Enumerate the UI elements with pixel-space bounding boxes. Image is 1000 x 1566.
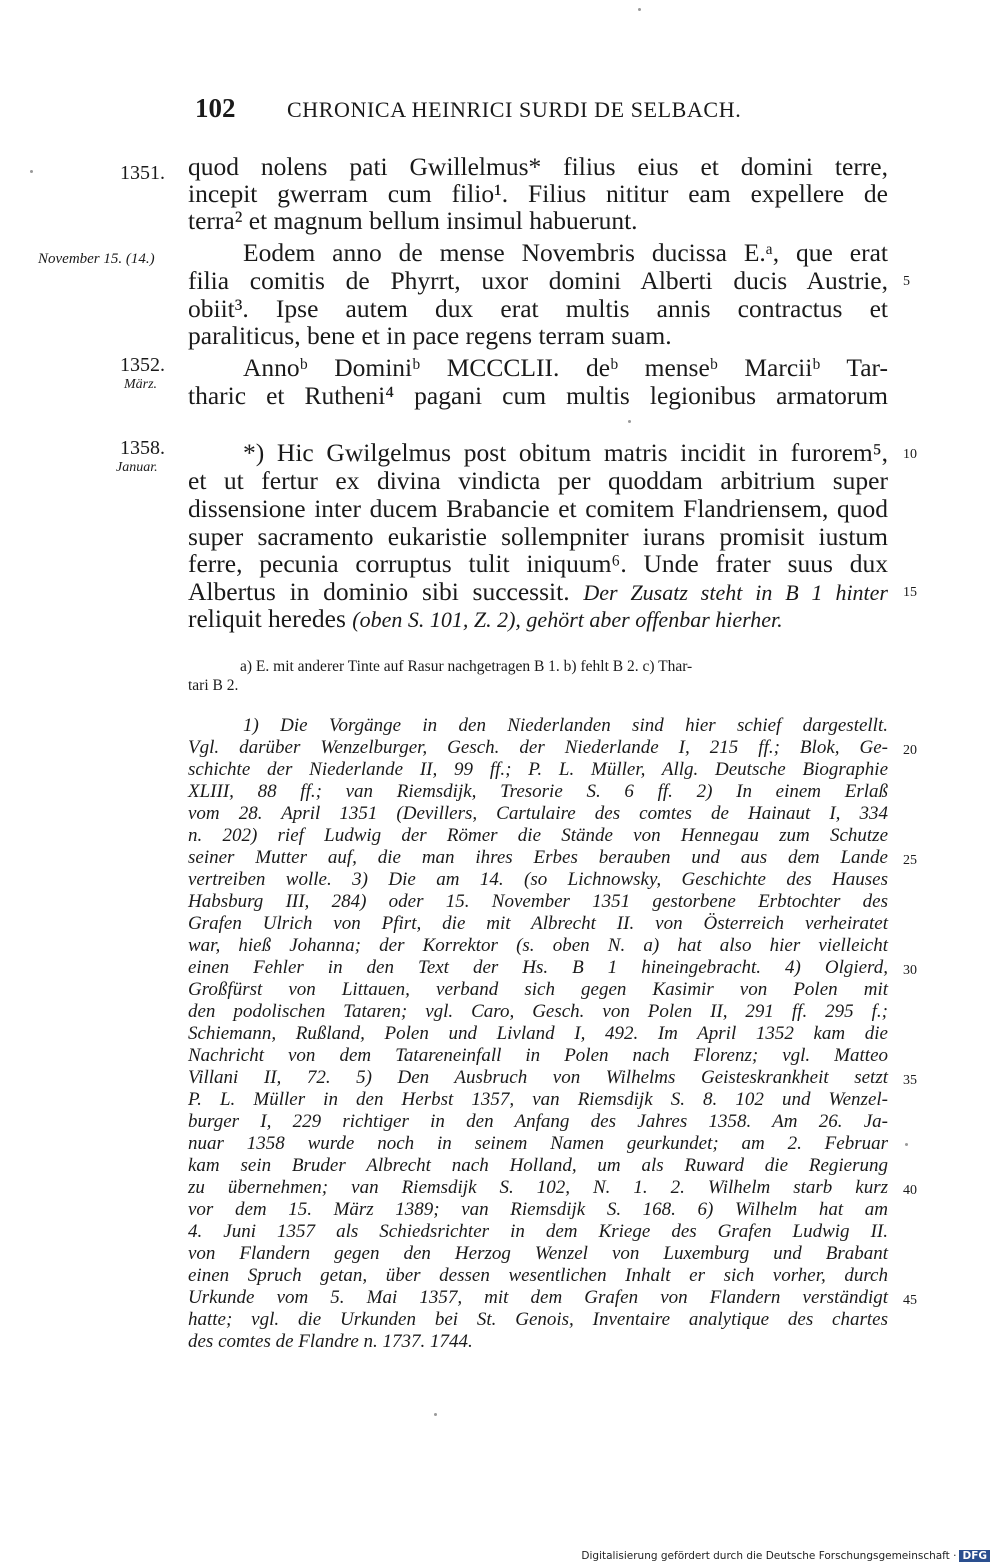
- star-note-line: *) Hic Gwilgelmus post obitum matris incidit in furorem⁵,: [243, 438, 888, 467]
- scan-speck: [434, 1413, 437, 1416]
- footnote-line: 4. Juni 1357 als Schiedsrichter in dem Kriege des Grafen Ludwig II.: [188, 1221, 888, 1242]
- footnote-line: XLIII, 88 ff.; van Riemsdijk, Tresorie S. 6 ff. 2) In einem Erlaß: [188, 781, 888, 802]
- scan-speck: [905, 1143, 908, 1146]
- margin-date-november: November 15. (14.): [38, 251, 155, 267]
- footnote-line: Villani II, 72. 5) Den Ausbruch von Wilhelms Geisteskrankheit setzt: [188, 1067, 888, 1088]
- star-note-line: super sacramento eukaristie sollempniter iurans promisit iustum: [188, 522, 888, 551]
- footnote-line: schichte der Niederlande II, 99 ff.; P. L. Müller, Allg. Deutsche Biographie: [188, 759, 888, 780]
- running-title: CHRONICA HEINRICI SURDI DE SELBACH.: [287, 97, 742, 122]
- main-text-line: quod nolens pati Gwillelmus* filius eius et domini terre,: [188, 152, 888, 181]
- scan-speck: [628, 420, 631, 423]
- footnote-line: vertreiben wolle. 3) Die am 14. (so Lichnowsky, Geschichte des Hauses: [188, 869, 888, 890]
- apparatus-line: tari B 2.: [188, 677, 239, 694]
- digitization-credit: [581, 1550, 990, 1562]
- footnote-line: Habsburg III, 284) oder 15. November 1351 gestorbene Erbtochter des: [188, 891, 888, 912]
- main-text-line: paraliticus, bene et in pace regens terram suam.: [188, 321, 672, 350]
- main-text-line: tharic et Rutheni⁴ pagani cum multis legionibus armatorum: [188, 381, 888, 410]
- star-note-line: Albertus in dominio sibi successit. Der Zusatz steht in B 1 hinter: [188, 577, 888, 606]
- line-number: 40: [903, 1183, 917, 1198]
- footnote-line: Schiemann, Rußland, Polen und Livland I, 492. Im April 1352 kam die: [188, 1023, 888, 1044]
- margin-month-januar: Januar.: [116, 460, 158, 475]
- dfg-logo: DFG: [959, 1550, 990, 1562]
- main-text-line: Eodem anno de mense Novembris ducissa E.ᵃ, que erat: [243, 238, 888, 267]
- margin-year-1352: 1352.: [120, 354, 165, 376]
- main-text-line: Annoᵇ Dominiᵇ MCCCLII. deᵇ menseᵇ Marciiᵇ Tar-: [243, 353, 888, 382]
- footnote-line: nuar 1358 wurde noch in seinem Namen geurkundet; am 2. Februar: [188, 1133, 888, 1154]
- footnote-line: Urkunde vom 5. Mai 1357, mit dem Grafen von Flandern verständigt: [188, 1287, 888, 1308]
- footnote-line: Vgl. darüber Wenzelburger, Gesch. der Niederlande I, 215 ff.; Blok, Ge-: [188, 737, 888, 758]
- main-text-line: terra² et magnum bellum insimul habuerunt.: [188, 206, 638, 235]
- scan-speck: [638, 8, 641, 11]
- line-number: 20: [903, 743, 917, 758]
- footnote-line: seiner Mutter auf, die man ihres Erbes berauben und aus dem Lande: [188, 847, 888, 868]
- line-number: 15: [903, 585, 917, 600]
- footnote-line: kam sein Bruder Albrecht nach Holland, um als Ruward die Regierung: [188, 1155, 888, 1176]
- line-number: 35: [903, 1073, 917, 1088]
- star-note-line: et ut fertur ex divina vindicta per quoddam arbitrium super: [188, 466, 888, 495]
- footnote-line: war, hieß Johanna; der Korrektor (s. oben N. a) hat also hier vielleicht: [188, 935, 888, 956]
- margin-month-marz: März.: [124, 377, 158, 392]
- footnote-line: Nachricht von dem Tatareneinfall in Polen nach Florenz; vgl. Matteo: [188, 1045, 888, 1066]
- line-number: 25: [903, 853, 917, 868]
- margin-year-1351: 1351.: [120, 162, 165, 184]
- credit-text: Digitalisierung gefördert durch die Deutsche Forschungsgemeinschaft ·: [581, 1550, 957, 1562]
- scan-speck: [30, 170, 33, 173]
- footnote-line: vom 28. April 1351 (Devillers, Cartulaire des comtes de Hainaut I, 334: [188, 803, 888, 824]
- footnote-line: n. 202) rief Ludwig der Römer die Stände von Hennegau zum Schutze: [188, 825, 888, 846]
- main-text-line: incepit gwerram cum filio¹. Filius nititur eam expellere de: [188, 179, 888, 208]
- main-text-line: obiit³. Ipse autem dux erat multis annis contractus et: [188, 294, 888, 323]
- star-note-line: dissensione inter ducem Brabancie et comitem Flandriensem, quod: [188, 494, 888, 523]
- footnote-line: P. L. Müller in den Herbst 1357, van Riemsdijk S. 8. 102 und Wenzel-: [188, 1089, 888, 1110]
- line-number: 45: [903, 1293, 917, 1308]
- line-number: 30: [903, 963, 917, 978]
- footnote-line: einen Spruch getan, über dessen wesentlichen Inhalt er sich vorher, durch: [188, 1265, 888, 1286]
- line-number: 5: [903, 274, 910, 289]
- footnote-line: einen Fehler in den Text der Hs. B 1 hineingebracht. 4) Olgierd,: [188, 957, 888, 978]
- footnote-line: von Flandern gegen den Herzog Wenzel von Luxemburg und Brabant: [188, 1243, 888, 1264]
- line-number: 10: [903, 447, 917, 462]
- footnote-line: 1) Die Vorgänge in den Niederlanden sind hier schief dargestellt.: [243, 715, 888, 736]
- footnote-line: burger I, 229 richtiger in den Anfang des Jahres 1358. Am 26. Ja-: [188, 1111, 888, 1132]
- page-number: 102: [195, 93, 236, 123]
- margin-year-1358: 1358.: [120, 437, 165, 459]
- star-note-line: reliquit heredes (oben S. 101, Z. 2), gehört aber offenbar hierher.: [188, 604, 783, 633]
- footnote-line: den podolischen Tataren; vgl. Caro, Gesch. von Polen II, 291 ff. 295 f.;: [188, 1001, 888, 1022]
- footnote-line: vor dem 15. März 1389; van Riemsdijk S. 168. 6) Wilhelm hat am: [188, 1199, 888, 1220]
- footnote-line: hatte; vgl. die Urkunden bei St. Genois, Inventaire analytique des chartes: [188, 1309, 888, 1330]
- footnote-line: zu übernehmen; van Riemsdijk S. 102, N. 1. 2. Wilhelm starb kurz: [188, 1177, 888, 1198]
- main-text-line: filia comitis de Phyrrt, uxor domini Alberti ducis Austrie,: [188, 266, 888, 295]
- footnote-line: Grafen Ulrich von Pfirt, die mit Albrecht II. von Österreich verheiratet: [188, 913, 888, 934]
- apparatus-line: a) E. mit anderer Tinte auf Rasur nachgetragen B 1. b) fehlt B 2. c) Thar-: [240, 658, 693, 675]
- footnote-line: des comtes de Flandre n. 1737. 1744.: [188, 1331, 473, 1352]
- star-note-line: ferre, pecunia corruptus tulit iniquum⁶. Unde frater suus dux: [188, 549, 888, 578]
- footnote-line: Großfürst von Littauen, verband sich gegen Kasimir von Polen mit: [188, 979, 888, 1000]
